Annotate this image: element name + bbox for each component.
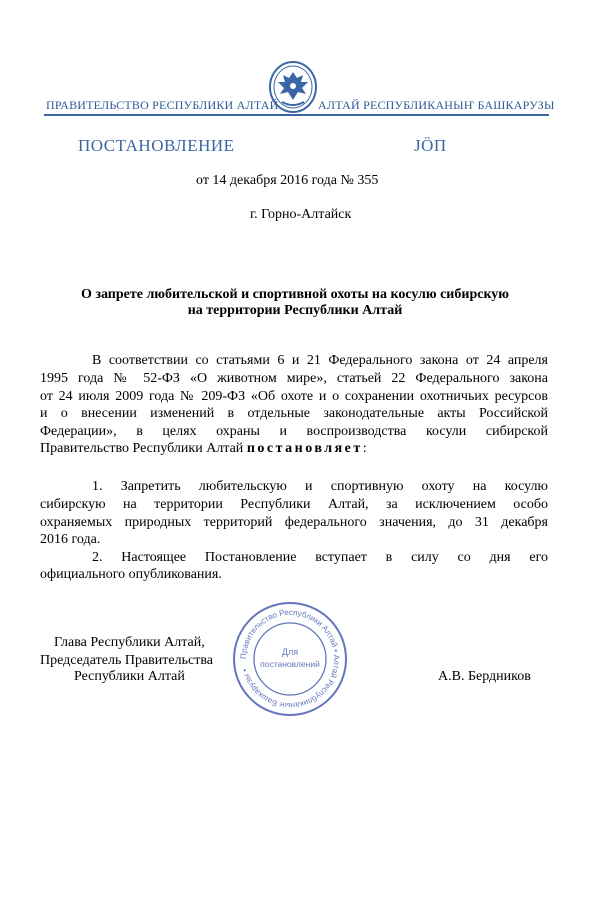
signatory-title-3: Республики Алтай (74, 669, 185, 684)
intro-line: 1995 года № 52-ФЗ «О животном мире», статьей 22 Федерального закона (40, 371, 548, 386)
stamp-center-2: постановлений (260, 659, 320, 669)
item-2-line: официального опубликования. (40, 567, 222, 582)
item-1-line: 1. Запретить любительскую и спортивную охоту на косулю (92, 479, 548, 494)
intro-line: от 24 июля 2009 года № 209-ФЗ «Об охоте и о сохранении охотничьих ресурсов (40, 389, 548, 404)
intro-line: Федерации», в целях охраны и воспроизводства косули сибирской (40, 424, 548, 439)
intro-last-line (40, 440, 548, 458)
header-divider (44, 114, 549, 116)
signer-name: А.В. Бердников (438, 669, 531, 684)
gov-name-ru: ПРАВИТЕЛЬСТВО РЕСПУБЛИКИ АЛТАЙ (46, 98, 279, 112)
item-1-line: 2016 года. (40, 532, 101, 547)
item-1-line: охраняемых природных территорий федерального значения, до 31 декабря (40, 515, 548, 530)
intro-line: и о внесении изменений в отдельные законодательные акты Российской (40, 406, 548, 421)
intro-line: В соответствии со статьями 6 и 21 Федерального закона от 24 апреля (92, 353, 548, 368)
intro-last-suffix: : (362, 441, 367, 456)
item-1-line: сибирскую на территории Республики Алтай, за исключением особо (40, 497, 548, 512)
title-line-1: О запрете любительской и спортивной охоты на косулю сибирскую (80, 287, 510, 302)
gov-name-alt: АЛТАЙ РЕСПУБЛИКАНЫҤ БАШКАРУЗЫ (318, 98, 555, 112)
doc-type-ru: ПОСТАНОВЛЕНИЕ (78, 136, 235, 155)
stamp-center-1: Для (281, 647, 299, 657)
title-line-2: на территории Республики Алтай (187, 303, 403, 318)
signatory-title-2: Председатель Правительства (40, 653, 213, 668)
city: г. Горно-Алтайск (250, 207, 352, 222)
date-number: от 14 декабря 2016 года № 355 (196, 173, 379, 188)
intro-last-prefix: Правительство Республики Алтай (40, 441, 244, 456)
official-stamp (231, 600, 349, 718)
doc-type-alt: JӦП (414, 136, 447, 155)
signatory-title-1: Глава Республики Алтай, (54, 635, 205, 650)
stamp-ring-text: Правительство Республики Алтай • Алтай Республиканыҥ Башкарузы • (238, 607, 342, 711)
item-2-line: 2. Настоящее Постановление вступает в силу со дня его (92, 550, 548, 565)
resolves-word: постановляет (246, 441, 363, 456)
